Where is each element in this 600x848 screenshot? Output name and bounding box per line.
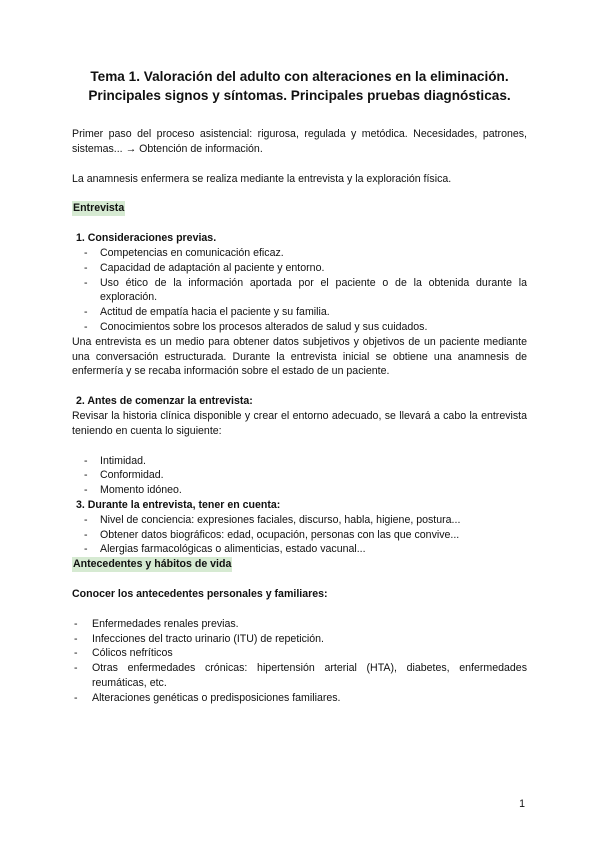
section-heading-antecedentes: Antecedentes y hábitos de vida (73, 558, 232, 571)
list-item: - Obtener datos biográficos: edad, ocupación, personas con las que convive... (72, 528, 527, 543)
antecedentes-list (72, 617, 527, 706)
list-item: - Conformidad. (72, 468, 527, 483)
title-line-2: Principales signos y síntomas. Principales pruebas diagnósticas. (88, 87, 511, 103)
intro-paragraph-2: La anamnesis enfermera se realiza mediante la entrevista y la exploración física. (72, 172, 452, 185)
document-page (72, 68, 527, 706)
document-title (72, 68, 527, 105)
intro-paragraph-1: Primer paso del proceso asistencial: rigurosa, regulada y metódica. Necesidades, patrones, sistemas... → Obtención de información. (72, 128, 527, 155)
antecedentes-subheading: Conocer los antecedentes personales y familiares: (72, 587, 328, 600)
list-item: - Alteraciones genéticas o predisposiciones familiares. (72, 691, 527, 706)
item-2-list (72, 454, 527, 498)
entrevista-paragraph: Una entrevista es un medio para obtener datos subjetivos y objetivos de un paciente mediante una conversación estructurada. Durante la entrevista inicial se obtiene una anamnesis de enfermería y se recaba información sobre el estado de un paciente. (72, 335, 527, 378)
list-item: - Enfermedades renales previas. (72, 617, 527, 632)
item-3-list (72, 513, 527, 557)
item-durante (72, 498, 527, 557)
list-item: - Alergias farmacológicas o alimenticias, estado vacunal... (72, 542, 527, 557)
list-item: - Capacidad de adaptación al paciente y entorno. (72, 261, 527, 276)
item-2-title: 2. Antes de comenzar la entrevista: (76, 395, 253, 408)
item-1-title: 1. Consideraciones previas. (76, 232, 217, 245)
page-number: 1 (519, 798, 525, 810)
list-item: - Infecciones del tracto urinario (ITU) de repetición. (72, 632, 527, 647)
list-item: - Otras enfermedades crónicas: hipertensión arterial (HTA), diabetes, enfermedades reumáticas, etc. (72, 661, 527, 691)
section-heading-entrevista: Entrevista (73, 202, 125, 215)
title-line-1: Tema 1. Valoración del adulto con alteraciones en la eliminación. (90, 69, 509, 84)
item-1-list (72, 246, 527, 335)
list-item: - Nivel de conciencia: expresiones faciales, discurso, habla, higiene, postura... (72, 513, 527, 528)
item-consideraciones (72, 231, 527, 335)
list-item: - Uso ético de la información aportada por el paciente o de la obtenida durante la exploración. (72, 276, 527, 306)
list-item: - Momento idóneo. (72, 483, 527, 498)
list-item: - Cólicos nefríticos (72, 646, 527, 661)
item-3-title: 3. Durante la entrevista, tener en cuenta: (76, 498, 281, 511)
item-2-text: Revisar la historia clínica disponible y crear el entorno adecuado, se llevará a cabo la entrevista teniendo en cuenta lo siguiente: (72, 409, 527, 437)
list-item: - Conocimientos sobre los procesos alterados de salud y sus cuidados. (72, 320, 527, 335)
list-item: - Intimidad. (72, 454, 527, 469)
list-item: - Actitud de empatía hacia el paciente y su familia. (72, 305, 527, 320)
list-item: - Competencias en comunicación eficaz. (72, 246, 527, 261)
item-antes (72, 394, 527, 498)
